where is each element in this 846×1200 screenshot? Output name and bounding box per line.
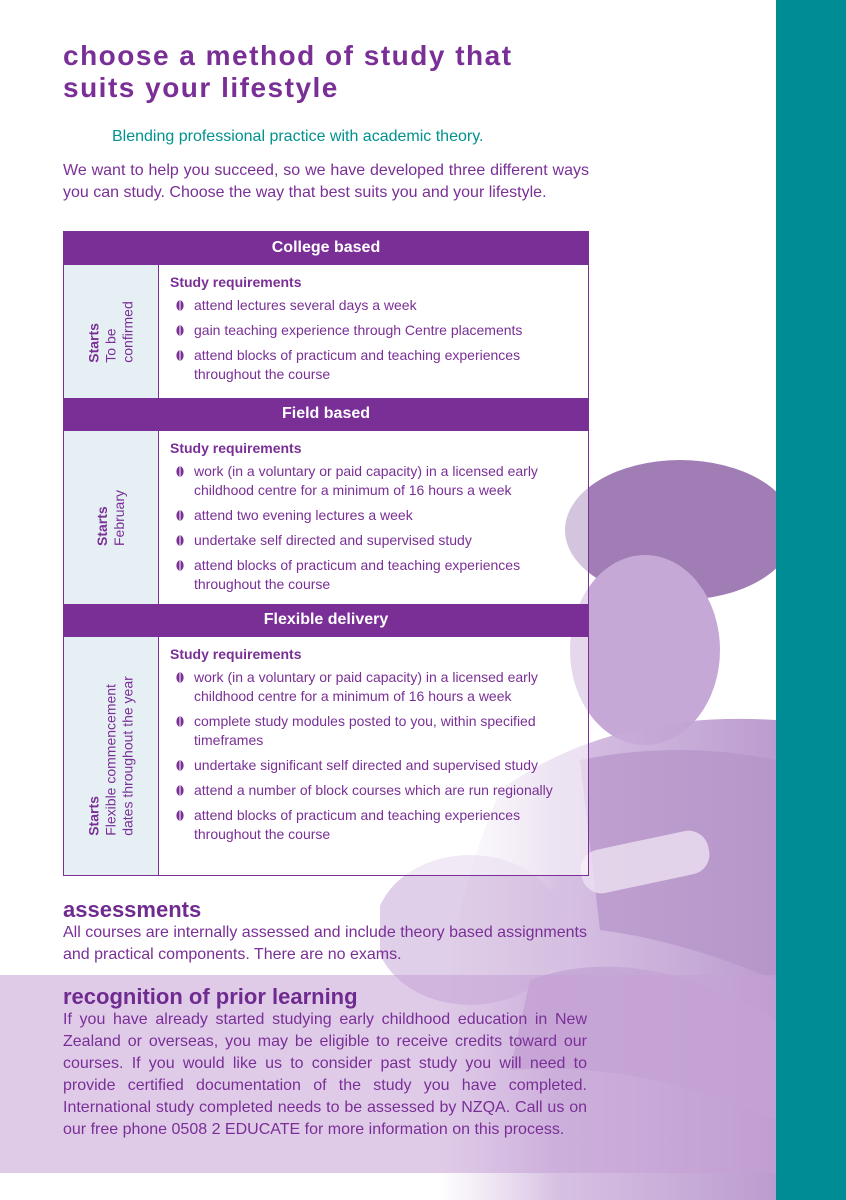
list-item: undertake significant self directed and supervised study: [170, 756, 578, 775]
bullet-icon: [176, 510, 184, 521]
bullet-icon: [176, 760, 184, 771]
starts-label: Starts: [85, 322, 102, 363]
requirements-list: [170, 296, 578, 384]
bullet-icon: [176, 785, 184, 796]
rpl-heading: recognition of prior learning: [63, 984, 358, 1009]
starts-label: Starts: [94, 505, 110, 546]
list-item: attend a number of block courses which are run regionally: [170, 781, 578, 800]
section-flexible-delivery: [64, 636, 588, 875]
list-item: attend blocks of practicum and teaching experiences throughout the course: [170, 346, 578, 384]
bullet-icon: [176, 300, 184, 311]
requirements-cell: [159, 637, 588, 875]
requirements-list: [170, 462, 578, 594]
study-methods-table: [63, 231, 589, 876]
intro-paragraph: We want to help you succeed, so we have developed three different ways you can study. Choose the way that best suits you and your lifestyle.: [63, 162, 589, 201]
page-title: choose a method of study that suits your lifestyle: [63, 40, 513, 103]
list-item: work (in a voluntary or paid capacity) in a licensed early childhood centre for a minimum of 16 hours a week: [170, 668, 578, 706]
starts-value: February: [111, 489, 127, 546]
starts-value: confirmed: [119, 300, 136, 363]
list-item: attend blocks of practicum and teaching experiences throughout the course: [170, 806, 578, 844]
section-heading-college-based: College based: [64, 232, 588, 264]
requirements-cell: [159, 265, 588, 398]
requirements-heading: Study requirements: [170, 440, 302, 456]
bullet-icon: [176, 535, 184, 546]
section-field-based: [64, 430, 588, 604]
starts-label: Starts: [85, 796, 102, 836]
bullet-icon: [176, 672, 184, 683]
bullet-icon: [176, 716, 184, 727]
requirements-heading: Study requirements: [170, 646, 302, 662]
starts-cell: [64, 431, 159, 604]
bullet-icon: [176, 350, 184, 361]
bullet-icon: [176, 466, 184, 477]
starts-cell: [64, 265, 159, 398]
list-item: attend blocks of practicum and teaching experiences throughout the course: [170, 556, 578, 594]
starts-value: dates throughout the year: [119, 676, 136, 836]
rpl-text: If you have already started studying early childhood education in New Zealand or overseas, you may be eligible to receive credits toward our courses. If you would like us to consider past study you will need to provide certified documentation of the study you have completed. International study completed needs to be assessed by NZQA. Call us on our free phone 0508 2 EDUCATE for more information on this process.: [63, 1011, 587, 1138]
assessments-heading: assessments: [63, 897, 202, 922]
starts-value: To be: [102, 327, 119, 363]
bullet-icon: [176, 325, 184, 336]
bullet-icon: [176, 560, 184, 571]
assessments-section: [63, 898, 587, 966]
section-heading-field-based: Field based: [64, 398, 588, 430]
assessments-text: All courses are internally assessed and include theory based assignments and practical components. There are no exams.: [63, 924, 587, 963]
list-item: work (in a voluntary or paid capacity) in a licensed early childhood centre for a minimum of 16 hours a week: [170, 462, 578, 500]
list-item: attend two evening lectures a week: [170, 506, 578, 525]
requirements-cell: [159, 431, 588, 604]
section-college-based: [64, 264, 588, 398]
list-item: attend lectures several days a week: [170, 296, 578, 315]
page-subtitle: Blending professional practice with academic theory.: [112, 128, 484, 145]
list-item: gain teaching experience through Centre placements: [170, 321, 578, 340]
list-item: undertake self directed and supervised study: [170, 531, 578, 550]
starts-text: [86, 301, 137, 362]
starts-text: [86, 676, 137, 836]
starts-value: Flexible commencement: [102, 684, 119, 836]
rpl-section: [63, 985, 587, 1141]
intro-block: [63, 40, 589, 204]
list-item: complete study modules posted to you, within specified timeframes: [170, 712, 578, 750]
bullet-icon: [176, 810, 184, 821]
section-heading-flexible-delivery: Flexible delivery: [64, 604, 588, 636]
starts-text: [94, 489, 128, 545]
teal-side-bar: [776, 0, 846, 1200]
requirements-list: [170, 668, 578, 844]
starts-cell: [64, 637, 159, 875]
requirements-heading: Study requirements: [170, 274, 302, 290]
